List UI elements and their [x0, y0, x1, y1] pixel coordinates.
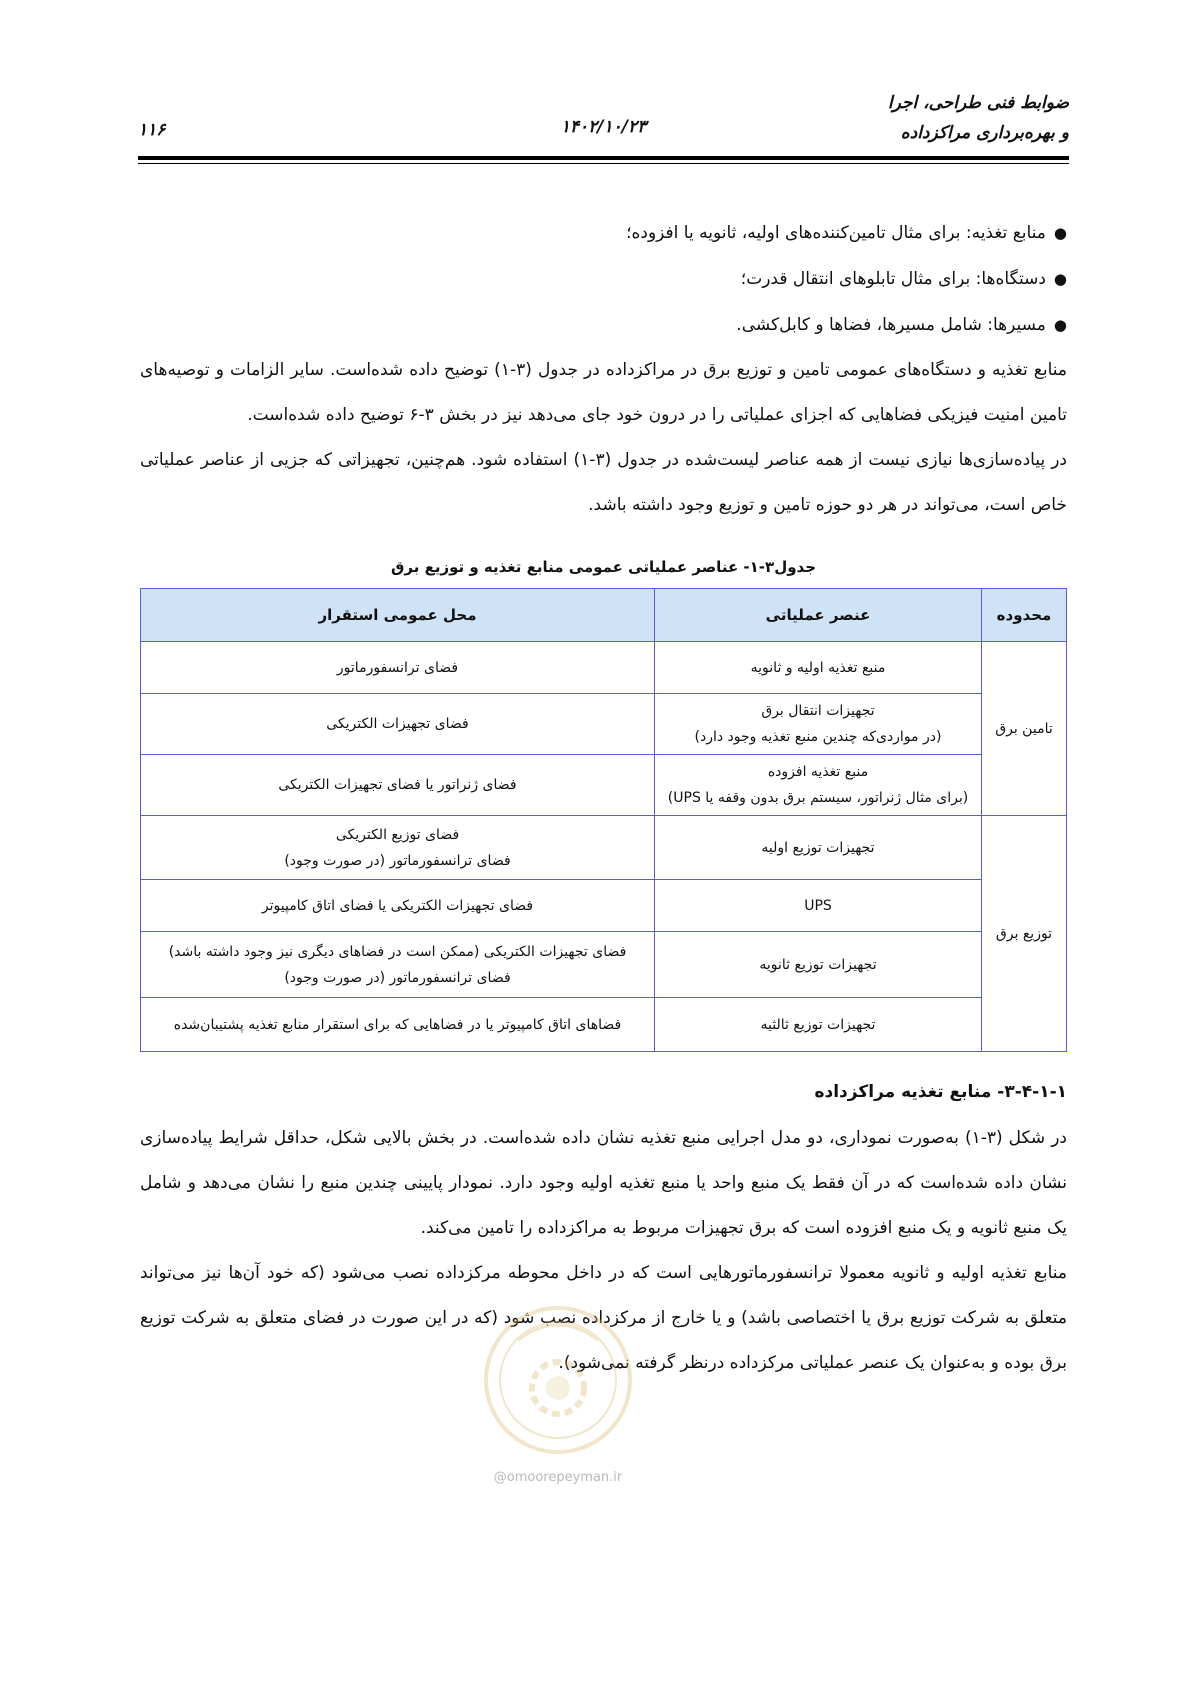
page-content [140, 210, 1067, 1386]
paragraph: منابع تغذیه و دستگاه‌های عمومی تامین و توزیع برق در مراکزداده در جدول (۳-۱) توضیح داده شده‌است. سایر الزامات و توصیه‌های تامین امنیت فیزیکی فضاهایی که اجزای عملیاتی را در درون خود جای می‌دهد نیز در بخش ۳-۶ توضیح داده شده‌است. [140, 360, 1067, 425]
bullet-icon: ● [1053, 224, 1067, 242]
section-heading: ۳-۴-۱-۱- منابع تغذیه مراکزداده [814, 1082, 1067, 1102]
header-rule-thick [138, 156, 1069, 160]
table-row [141, 932, 1067, 998]
area-cell: توزیع برق [982, 816, 1067, 1052]
power-elements-table [140, 588, 1067, 1052]
bullet-icon: ● [1053, 316, 1067, 334]
header-location: محل عمومی استقرار [141, 589, 655, 642]
location-cell: فضای ترانسفورماتور [141, 642, 655, 694]
location-cell: فضای ژنراتور یا فضای تجهیزات الکتریکی [141, 755, 655, 816]
bullet-icon: ● [1053, 270, 1067, 288]
watermark-text: @omoorepeyman.ir [493, 1470, 623, 1485]
table-header-row [141, 589, 1067, 642]
header-title-line1: ضوابط فنی طراحی، اجرا [887, 93, 1069, 113]
area-cell: تامین برق [982, 642, 1067, 816]
watermark-logo [478, 1300, 638, 1460]
element-cell: منبع تغذیه اولیه و ثانویه [655, 642, 982, 694]
location-cell: فضای تجهیزات الکتریکی (ممکن است در فضاهای دیگری نیز وجود داشته باشد) فضای ترانسفورماتور (در صورت وجود) [141, 932, 655, 998]
element-cell: تجهیزات انتقال برق (در مواردی‌که چندین منبع تغذیه وجود دارد) [655, 694, 982, 755]
table-caption: جدول۳-۱- عناصر عملیاتی عمومی منابع تغذیه و توزیع برق [390, 558, 817, 576]
element-cell: تجهیزات توزیع ثالثیه [655, 998, 982, 1052]
bullet-list [140, 210, 1067, 348]
element-cell: UPS [655, 880, 982, 932]
element-cell: منبع تغذیه افزوده (برای مثال ژنراتور، سیستم برق بدون وقفه یا UPS) [655, 755, 982, 816]
table-row [141, 642, 1067, 694]
header-rule-thin [138, 163, 1069, 164]
element-cell: تجهیزات توزیع اولیه [655, 816, 982, 880]
list-item: ●دستگاه‌ها: برای مثال تابلوهای انتقال قدرت؛ [140, 256, 1067, 302]
table-row [141, 880, 1067, 932]
list-item: ●منابع تغذیه: برای مثال تامین‌کننده‌های اولیه، ثانویه یا افزوده؛ [140, 210, 1067, 256]
paragraph: در شکل (۳-۱) به‌صورت نموداری، دو مدل اجرایی منبع تغذیه نشان داده شده‌است. در بخش بالایی شکل، حداقل شرایط پیاده‌سازی نشان داده شده‌است که در آن فقط یک منبع واحد یا منبع تغذیه اولیه وجود دارد. نمودار پایینی چندین منبع را نشان می‌دهد و شامل یک منبع ثانویه و یک منبع افزوده است که برق تجهیزات مربوط به مراکزداده را تامین می‌کند. [140, 1128, 1067, 1238]
header-element: عنصر عملیاتی [655, 589, 982, 642]
table-row [141, 755, 1067, 816]
table-row [141, 816, 1067, 880]
location-cell: فضای تجهیزات الکتریکی یا فضای اتاق کامپیوتر [141, 880, 655, 932]
table-row [141, 998, 1067, 1052]
location-cell: فضای توزیع الکتریکی فضای ترانسفورماتور (در صورت وجود) [141, 816, 655, 880]
list-item: ●مسیرها: شامل مسیرها، فضاها و کابل‌کشی. [140, 302, 1067, 348]
header-title-line2: و بهره‌برداری مراکزداده [900, 123, 1069, 143]
page-number: ۱۱۶ [138, 120, 166, 140]
location-cell: فضای تجهیزات الکتریکی [141, 694, 655, 755]
element-cell: تجهیزات توزیع ثانویه [655, 932, 982, 998]
header-date: ۱۴۰۲/۱۰/۲۳ [560, 117, 647, 137]
table-row [141, 694, 1067, 755]
page-header [138, 78, 1069, 158]
header-area: محدوده [982, 589, 1067, 642]
paragraph: در پیاده‌سازی‌ها نیازی نیست از همه عناصر لیست‌شده در جدول (۳-۱) استفاده شود. هم‌چنین، تجهیزاتی که جزیی از عناصر عملیاتی خاص است، می‌تواند در هر دو حوزه تامین و توزیع وجود داشته باشد. [140, 450, 1068, 515]
location-cell: فضاهای اتاق کامپیوتر یا در فضاهایی که برای استقرار منابع تغذیه پشتیبان‌شده [141, 998, 655, 1052]
paragraph: منابع تغذیه اولیه و ثانویه معمولا ترانسفورماتورهایی است که در داخل محوطه مرکزداده نصب می‌شود (که خود آن‌ها نیز می‌تواند متعلق به شرکت توزیع برق یا اختصاصی باشد) و یا خارج از مرکزداده نصب شود (که در این صورت در فضای متعلق به شرکت توزیع برق بوده و به‌عنوان یک عنصر عملیاتی مرکزداده درنظر گرفته نمی‌شود). [140, 1263, 1067, 1373]
